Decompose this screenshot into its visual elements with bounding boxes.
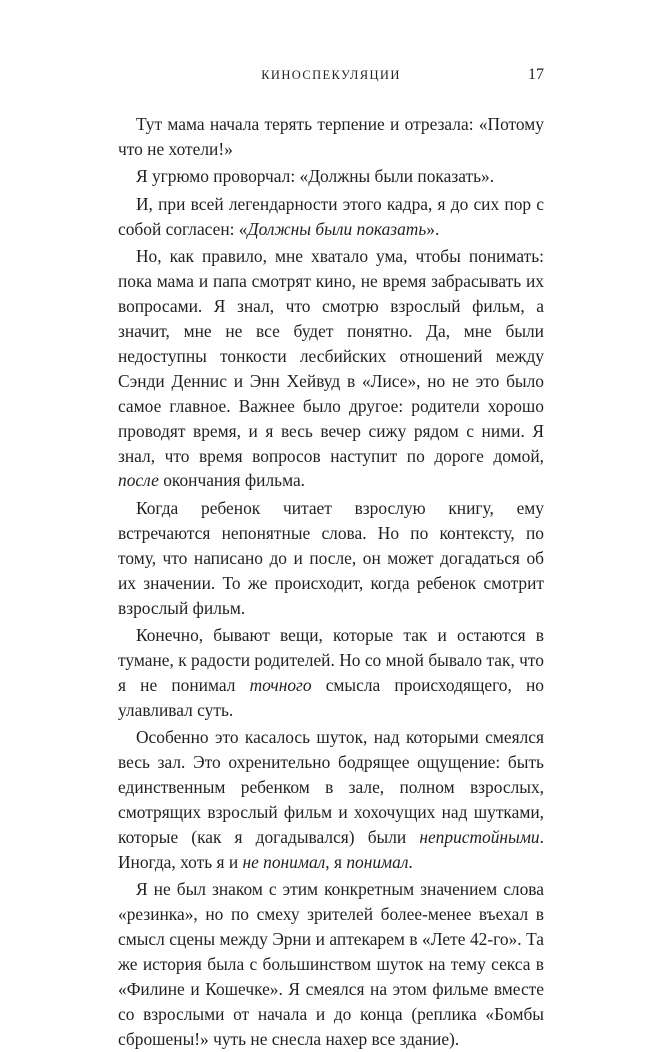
italic-segment: точного (249, 674, 312, 695)
italic-segment: Должны были показать (247, 218, 427, 239)
italic-segment: не понимал (242, 851, 326, 872)
text-segment: Конечно, бывают вещи, которые так и остаются в тумане, к радости родителей. Но со мной бывало так, что я не понимал (118, 625, 544, 695)
italic-segment: понимал (346, 851, 409, 872)
text-segment: , я (325, 851, 347, 872)
text-segment: . Иногда, хоть я и (118, 826, 544, 872)
italic-segment: после (118, 470, 159, 491)
text-segment: Особенно это касалось шуток, над которыми смеялся весь зал. Это охренительно бодрящее ощущение: быть единственным ребенком в зале, полном взрослых, смотрящих взрослый фильм и хохочущих над шутками, которые (как я догадывался) были (118, 727, 544, 847)
paragraph-7 (118, 725, 544, 874)
text-segment: окончания фильма. (158, 470, 306, 491)
paragraph-6 (118, 623, 544, 723)
paragraph-5 (118, 496, 544, 621)
paragraph-3 (118, 192, 544, 242)
text-segment: Я не был знаком с этим конкретным значением слова «резинка», но по смеху зрителей более-менее въехал в смысл сцены между Эрни и аптекарем в «Лете 42-го». Та же история была с большинством шуток на тему секса в «Филине и Кошечке». Я смеялся на этом фильме вместе со взрослыми от начала и до конца (реплика «Бомбы сброшены!» чуть не снесла нахер все здание). (118, 879, 544, 1049)
text-segment: смысла происходящего, но улавливал суть. (118, 674, 544, 720)
paragraph-2 (118, 164, 544, 189)
italic-segment: непристойными (419, 826, 540, 847)
text-segment: . (408, 851, 413, 872)
text-segment: ». (426, 218, 440, 239)
running-header (118, 64, 544, 86)
body-text (118, 112, 544, 1052)
text-segment: Но, как правило, мне хватало ума, чтобы понимать: пока мама и папа смотрят кино, не время забрасывать их вопросами. Я знал, что смотрю взрослый фильм, а значит, мне не все будет понятно. Да, мне были недоступны тонкости лесбийских отношений между Сэнди Деннис и Энн Хейвуд в «Лисе», но не это было самое главное. Важнее было другое: родители хорошо проводят время, и я весь вечер сижу рядом с ними. Я знал, что время вопросов наступит по дороге домой, (118, 246, 544, 466)
running-title: КИНОСПЕКУЛЯЦИИ (261, 68, 401, 82)
paragraph-8 (118, 877, 544, 1051)
text-segment: Я угрюмо проворчал: «Должны были показать». (136, 166, 495, 187)
text-segment: И, при всей легендарности этого кадра, я до сих пор с собой согласен: « (118, 193, 544, 239)
page-number: 17 (528, 66, 544, 83)
paragraph-4 (118, 244, 544, 493)
text-segment: Тут мама начала терять терпение и отрезала: «Потому что не хотели!» (118, 114, 544, 159)
text-segment: Когда ребенок читает взрослую книгу, ему встречаются непонятные слова. Но по контексту, по тому, что написано до и после, он может догадаться об их значении. То же происходит, когда ребенок смотрит взрослый фильм. (118, 497, 544, 618)
paragraph-1 (118, 112, 544, 162)
